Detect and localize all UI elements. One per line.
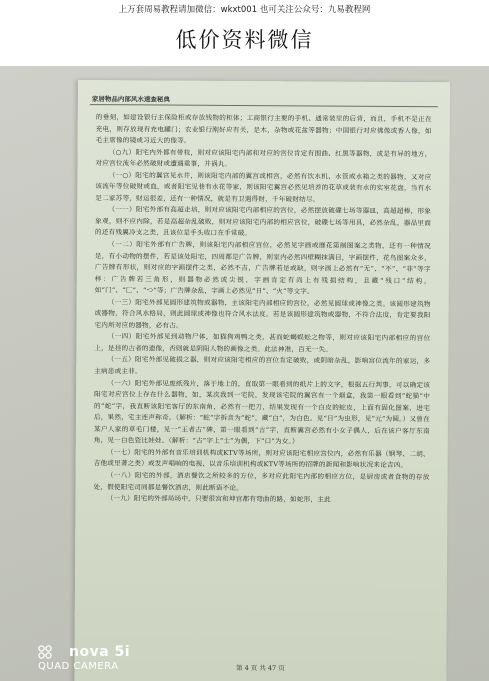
- paragraph: （一五）阳宅外部见破损之器，则对应该阳宅相应的宫位肯定破败，或阴暗杂乱，影响宫位流年的家运，多主病患或主非。: [94, 355, 431, 376]
- quad-camera-rings-icon: [38, 645, 64, 659]
- paragraph: （一二）阳宅外部有广告牌，则该阳宅内部相应宫位，必然见字画或靡花第制图案之类物，还有一种情况是，有小动物的摆件，若是该处阳宅，四周都是广告牌，则室内必然四壁糊抹满目，字画摆件，花鸟图案众多，广告牌有形状，则对应的字画摆件之类，必然不吉，广告牌若是或缺，则字画上必然有“无”、“不”、“非”等字样：广告牌若三角形，则器物必然或尖锐，字画肯定有尚上有残损结构，且藏“残口”结构，如“门”、“匚”、“つ”等；广告牌杂乱，字画上必然见“日”、“火”等文字。: [94, 240, 432, 296]
- paragraph: （一六）阳宅外部见废纸残片，落于地上的，直取第一眼看到的纸片上的文字，根据五行判事，可以确定该阳宅对应宫位上存在什么器物，如，某次我到一宅院，发现该宅院的翼宫有一个烟盒，我第一眼看到“蛇猫”中的“蛇”字，我直断该阳宅客厅的东南角，必然有一把刀，结果发现有一个白皮的蛇皮，上面有固化图案，进宅后，果然，宅主连声称奇。（解析：“蛇”字拆音为“蛇”，藏“白”，为白色。见“日”为虫形，见“元”为圆。）又曾在某户人家的草毛门楼，见一“王者古”碑，第一眼看到“古”字，直断翼宫必然有小女子偶人，后在该户客厅东南角，见一白色瓷比娃娃。（解析：“古”字上“士”为偶，下“口”为女。）: [93, 378, 431, 446]
- paragraph: （一七）阳宅的外部有音乐培训机构或KTV等场所，则对应该阳宅相应宫位内，必然有乐器（钢琴、二胡、吉他或里著之类）或发声唱响的电视、以音乐培训机构或KTV等场所的招牌的新闻和影响状况来论吉凶。: [93, 448, 430, 470]
- book-page: [74, 80, 450, 681]
- paragraph: （○九）阳宅内外都有带枝，则对应该阳宅内部和对应的宫位肯定有围曲、红黑等器物，或是有异的地方，对应宫位流年必然破财或遭遇重事，并祸丸。: [95, 147, 432, 169]
- top-header: [0, 0, 489, 66]
- paragraph: （一四）阳宅外部见到动物尸体，如猫狗鸡鸭之类，甚而蛇蝎蜈蚣之物等，则对应该阳宅内部相应的宫位上，是挂的古者的遗像，否则就是阴阳人物的画像之类。此法神准，百无一失。: [94, 332, 431, 354]
- paragraph: （一八）阳宅的外部，酒店餐饮之所较多的方位，多对应此阳宅内部的相应方位，是厨房或者食物的存放处，假使阳宅司同都是餐饮酒店，则此断语不论。: [93, 471, 430, 492]
- document-photo: [0, 66, 489, 681]
- watermark-text: 上万套周易教程请加微信：wkxt001 也可关注公众号：九易教程网: [118, 5, 371, 15]
- running-header: 家居物品内部风水速查秘典: [91, 95, 170, 104]
- paragraph: 的垂刻，如建设银行主保险柜或存放钱物的柜体；工商银行主要的手机、通常装里的后背，而且，手机不是正在充电，则存放现有充电罐门；农业银行刚好应有关，是木，杂物或花盆等器物；中国银行对应佛像或香人像，如毛主席像的镜或习近大的像等。: [95, 113, 432, 145]
- paragraph: （一九）阳宅的外部局场中，只要很宫和坤宫都有弯曲的路，如蛇形，主此: [106, 494, 331, 504]
- camera-subtitle: QUAD CAMERA: [38, 661, 119, 672]
- body-text: [93, 112, 431, 507]
- paragraph: （一三）阳宅外部见圆形建筑物或器物，主该阳宅内部相应的宫位，必然见圆球或神像之类。该圆形建筑物或器物，符合风水格局，则此圆球或神像也符合风水法度。若是该圆形建筑物或器物，不符合法度，肯定要我阳宅内所对应的器物，必有古。: [94, 297, 431, 330]
- header-rule: [90, 104, 438, 107]
- camera-watermark: [38, 644, 130, 672]
- page-number: 第 4 页 共 47 页: [236, 663, 285, 673]
- paragraph: （一○）阳宅的翼宫见水井，则该阳宅内部的翼宫或相宫，必然有饮水机、水管或水箱之类的器物，又对应该流年等位破财或血，或者阳宅见巷有水花等家，则该阳宅翼宫必然见培养的花草或装有水的实室花盘，当有水是二家苏等，财运很差，还有一种情况，就是有卫遇得财，千年破财结尽。: [95, 170, 432, 204]
- page-title: 低价资料微信: [175, 28, 314, 52]
- camera-brand: nova 5i: [69, 644, 131, 660]
- paragraph: （一一）阳宅外部有高超走培，则对应该阳宅内部相应的宫位，必然摆放破碟七场等器皿，高超超棒，形象象观，则不应内除，若是高超杂乱破败，则对应该阳宅内部的相应宫位，破碟七场等用具，必然杂乱，器品里面的还有残翼冷支之类，且该位是手头收口在手常破。: [95, 205, 432, 238]
